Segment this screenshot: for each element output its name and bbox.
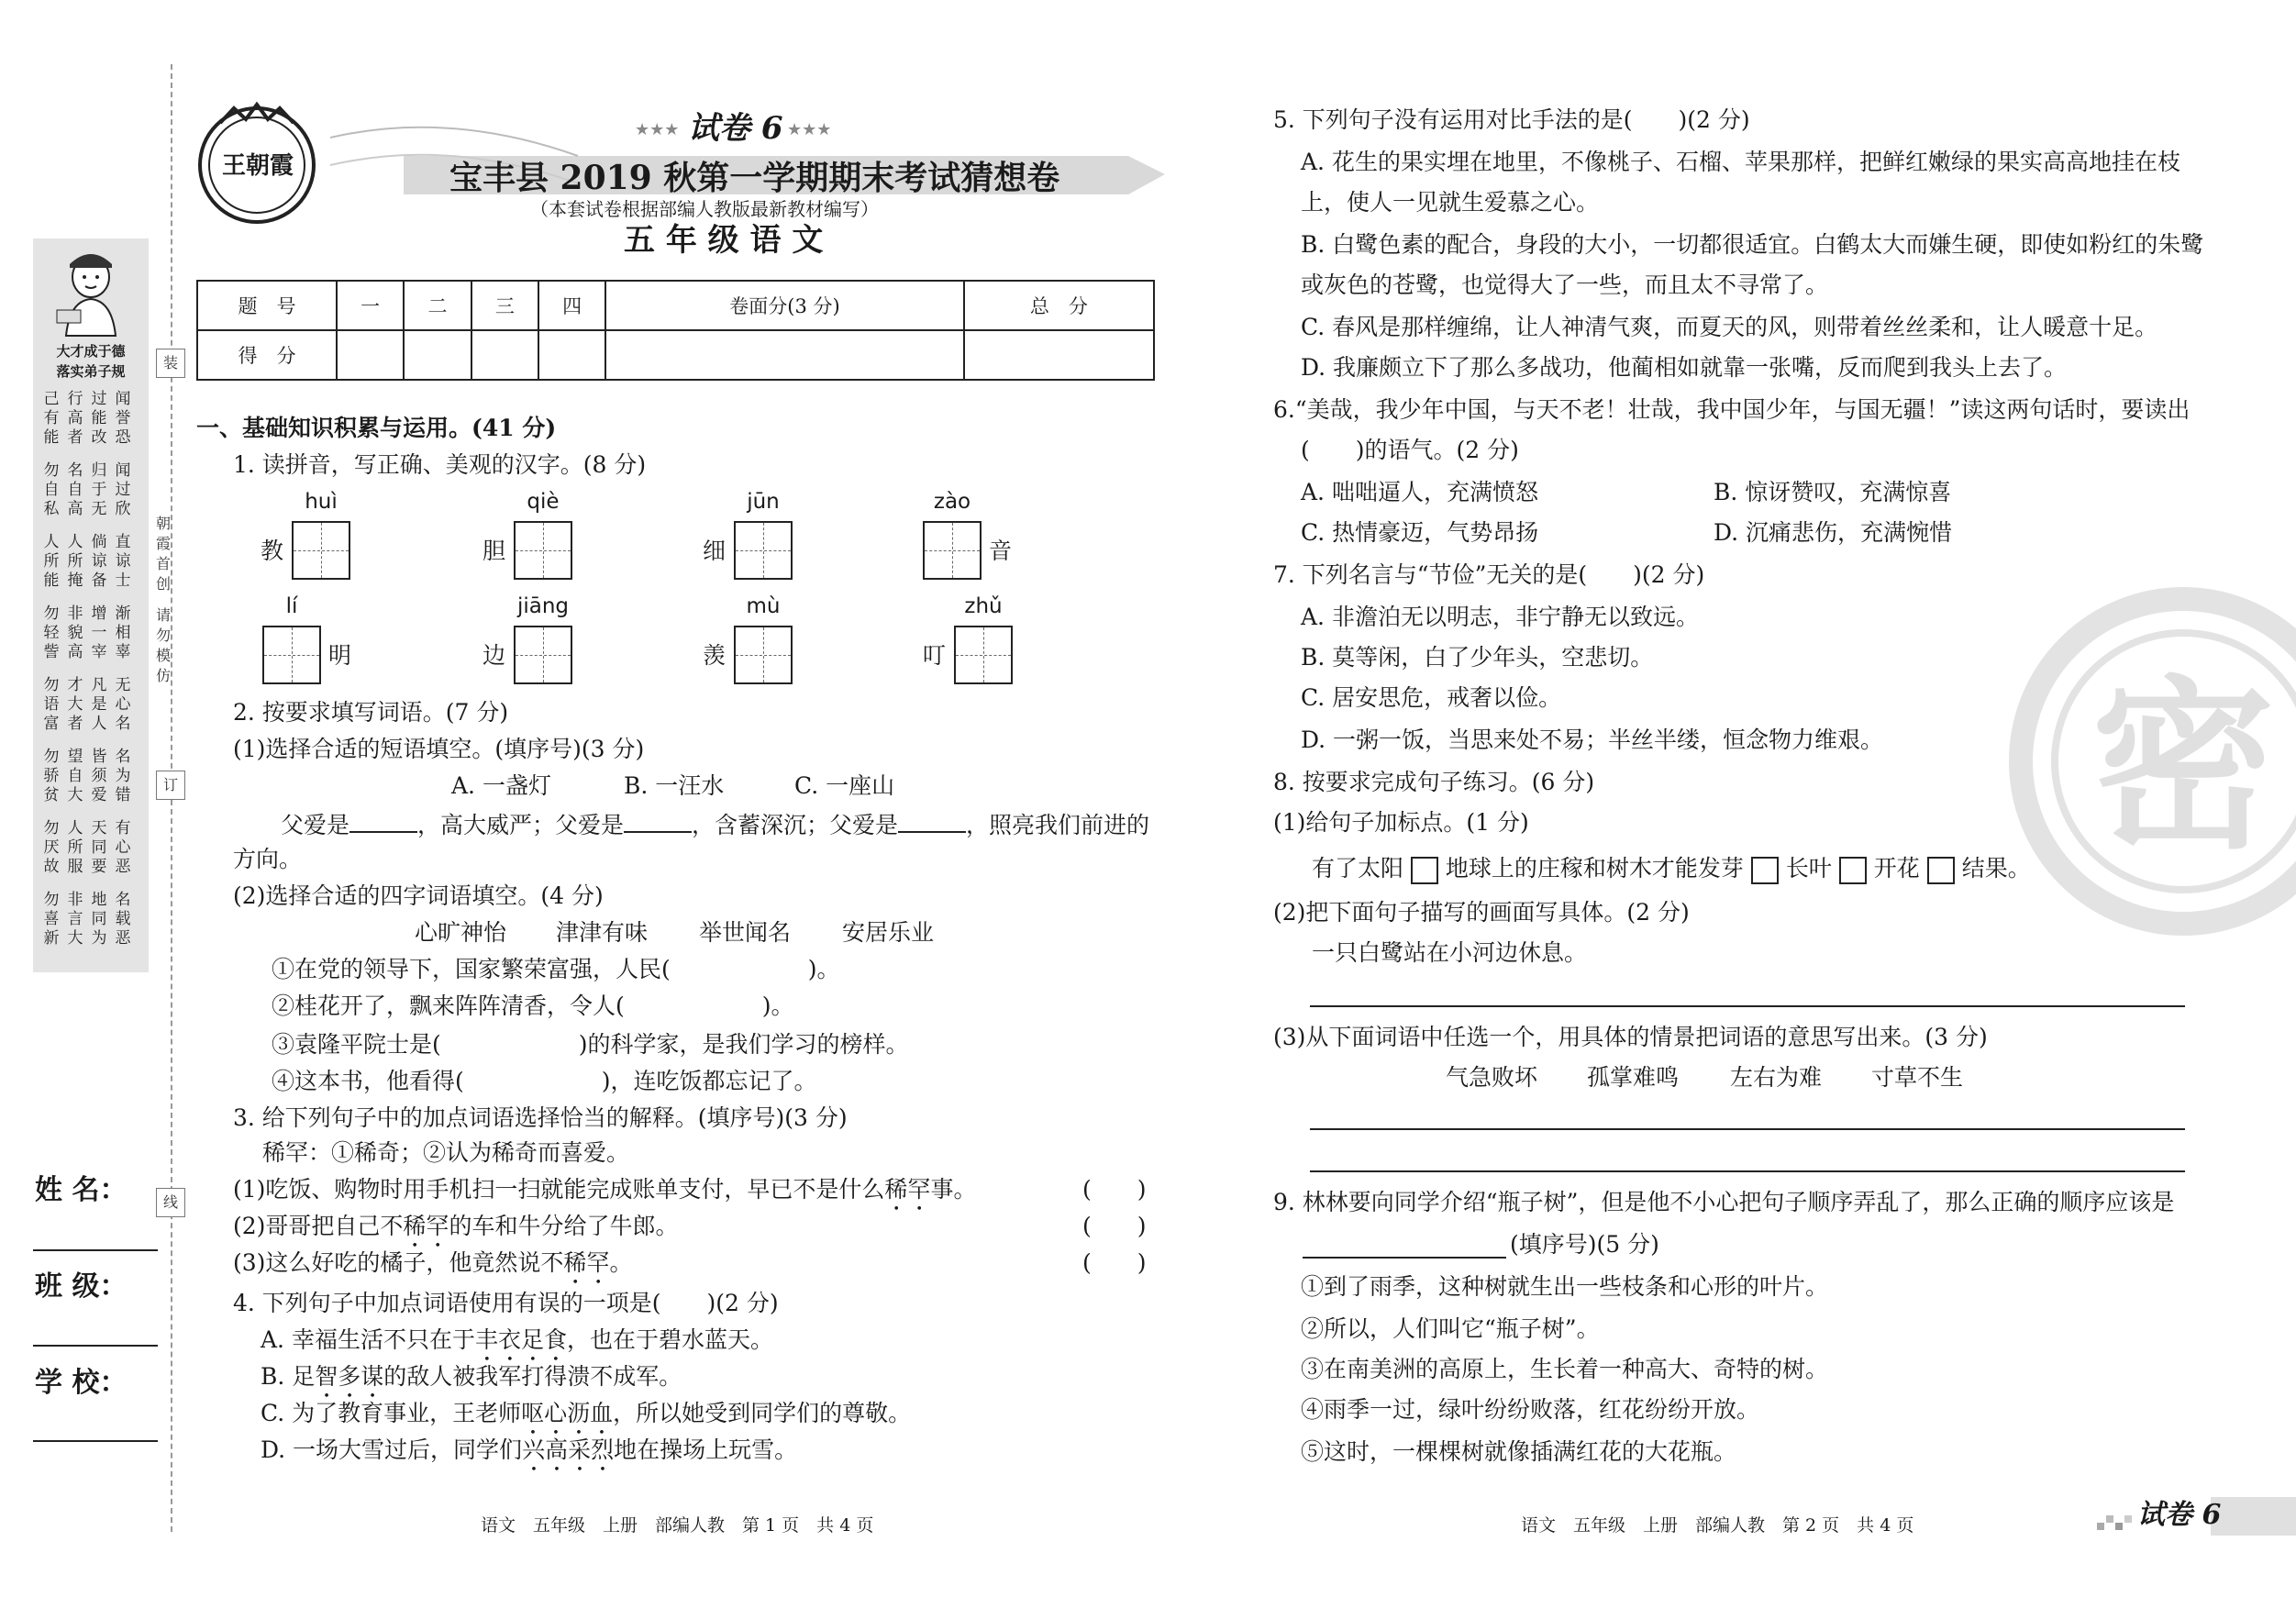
maxim-column: 名载恶 bbox=[115, 891, 131, 948]
q3-answer-paren[interactable]: ( ) bbox=[1082, 1213, 1147, 1239]
q8-2-answer-line[interactable] bbox=[1310, 1005, 2185, 1007]
maxim-group bbox=[42, 533, 139, 610]
maxim-group bbox=[42, 390, 139, 467]
maxim-column: 地同为 bbox=[91, 891, 107, 948]
score-input-cell[interactable] bbox=[538, 330, 605, 380]
q8-3-word-1: 气急败坏 bbox=[1446, 1064, 1538, 1091]
maxim-column: 过能改 bbox=[91, 390, 107, 447]
maxim-group bbox=[42, 461, 139, 538]
punctuation-box-1[interactable] bbox=[1411, 857, 1438, 884]
stars-left: ★★★ bbox=[635, 120, 680, 139]
emphasized-word: 稀罕 bbox=[563, 1249, 610, 1276]
q5-option-a-line2: 上，使人一见就生爱慕之心。 bbox=[1301, 189, 1600, 216]
q4-option bbox=[261, 1400, 911, 1440]
maxim-column: 人所能 bbox=[43, 533, 60, 590]
q3-answer-paren[interactable]: ( ) bbox=[1082, 1249, 1147, 1276]
q3-definition: 稀罕：①稀奇；②认为稀奇而喜爱。 bbox=[262, 1139, 630, 1166]
paper-number: 试卷 6 bbox=[688, 110, 783, 147]
maxim-column: 非言大 bbox=[67, 891, 83, 948]
word-suffix: 音 bbox=[989, 538, 1013, 564]
q2-1-text-c: ，含蓄深沉；父爱是 bbox=[692, 812, 899, 838]
q5-option-b-line2: 或灰色的苍鹭，也觉得大了一些，而且太不寻常了。 bbox=[1301, 272, 1829, 298]
maxim-column: 勿语富 bbox=[43, 676, 60, 733]
stars-right: ★★★ bbox=[787, 120, 832, 139]
table-cell: 三 bbox=[471, 281, 538, 330]
maxim-column: 勿轻訾 bbox=[43, 604, 60, 661]
q2-2-word-3: 举世闻名 bbox=[699, 919, 792, 946]
class-label: 班 级： bbox=[35, 1270, 128, 1303]
maxim-column: 凡是人 bbox=[91, 676, 107, 733]
pinyin-label: mù bbox=[746, 594, 781, 618]
q9-item-1: ①到了雨季，这种树就生出一些枝条和心形的叶片。 bbox=[1301, 1273, 1829, 1300]
maxim-column: 名自高 bbox=[67, 461, 83, 518]
q3-item bbox=[233, 1176, 976, 1216]
q3-prompt: 3. 给下列句子中的加点词语选择恰当的解释。(填序号)(3 分) bbox=[233, 1104, 848, 1131]
q1-prompt: 1. 读拼音，写正确、美观的汉字。(8 分) bbox=[233, 451, 647, 478]
maxim-group bbox=[42, 604, 139, 682]
q4-text: D. 一场大雪过后，同学们 bbox=[261, 1436, 523, 1463]
punctuation-box-3[interactable] bbox=[1839, 857, 1867, 884]
exam-subject: 五 年 级 语 文 bbox=[624, 222, 824, 259]
q4-option bbox=[261, 1326, 773, 1367]
q8-1-part-1: 有了太阳 bbox=[1312, 855, 1404, 882]
q2-2-item-4: ④这本书，他看得( )，连吃饭都忘记了。 bbox=[272, 1068, 817, 1094]
maxim-column: 无心名 bbox=[115, 676, 131, 733]
q3-answer-paren[interactable]: ( ) bbox=[1082, 1176, 1147, 1203]
q2-2-item-2: ②桂花开了，飘来阵阵清香，令人( )。 bbox=[272, 993, 794, 1019]
emphasized-word: 稀罕 bbox=[884, 1176, 931, 1203]
q6-prompt-line1: 6.“美哉，我少年中国，与天不老！壮哉，我中国少年，与国无疆！”读这两句话时，要读出 bbox=[1273, 396, 2191, 423]
q3-item bbox=[233, 1249, 632, 1290]
cut-label-zhuang: 装 bbox=[156, 349, 185, 378]
q2-2-word-1: 心旷神怡 bbox=[415, 919, 507, 946]
q4-prompt: 4. 下列句子中加点词语使用有误的一项是( )(2 分) bbox=[233, 1290, 779, 1316]
score-input-cell[interactable] bbox=[964, 330, 1154, 380]
q3-text: 。 bbox=[609, 1249, 633, 1276]
q5-option-b-line1: B. 白鹭色素的配合，身段的大小，一切都很适宜。白鹤太大而嫌生硬，即使如粉红的朱鹭 bbox=[1301, 231, 2204, 258]
maxim-column: 名为错 bbox=[115, 748, 131, 804]
q5-option-c: C. 春风是那样缠绵，让人神清气爽，而夏天的风，则带着丝丝柔和，让人暖意十足。 bbox=[1301, 314, 2158, 340]
q7-option-b: B. 莫等闲，白了少年头，空悲切。 bbox=[1301, 644, 1654, 671]
table-cell: 一 bbox=[337, 281, 404, 330]
left-margin-strip bbox=[33, 238, 149, 972]
q5-prompt: 5. 下列句子没有运用对比手法的是( )(2 分) bbox=[1273, 106, 1750, 133]
pinyin-label: qiè bbox=[527, 490, 560, 514]
emphasized-word: 丰衣足食 bbox=[474, 1326, 567, 1353]
q9-answer-blank[interactable] bbox=[1303, 1257, 1506, 1259]
name-field-line[interactable] bbox=[33, 1249, 158, 1251]
maxim-column: 行高者 bbox=[67, 390, 83, 447]
q8-1-part-4: 开花 bbox=[1873, 855, 1920, 882]
word-prefix: 羡 bbox=[703, 642, 727, 669]
q8-2-prompt: (2)把下面句子描写的画面写具体。(2 分) bbox=[1273, 899, 1690, 926]
q9-item-2: ②所以，人们叫它“瓶子树”。 bbox=[1301, 1315, 1600, 1342]
q8-1-prompt: (1)给句子加标点。(1 分) bbox=[1273, 809, 1529, 836]
punctuation-box-4[interactable] bbox=[1927, 857, 1955, 884]
secret-stamp bbox=[2009, 587, 2296, 936]
pinyin-label: zào bbox=[933, 490, 971, 514]
q3-text: (3)这么好吃的橘子，他竟然说不 bbox=[233, 1249, 564, 1276]
name-label: 姓 名： bbox=[35, 1174, 128, 1206]
q4-text: B. 足 bbox=[261, 1363, 316, 1390]
table-cell: 得 分 bbox=[197, 330, 337, 380]
tianzi-grid-box[interactable] bbox=[734, 521, 793, 580]
word-prefix: 细 bbox=[703, 538, 727, 564]
q8-prompt: 8. 按要求完成句子练习。(6 分) bbox=[1273, 769, 1595, 795]
right-page-footer: 语文 五年级 上册 部编人教 第 2 页 共 4 页 bbox=[1521, 1515, 1914, 1536]
q8-1-sentence bbox=[1312, 855, 2031, 884]
q3-text: 事。 bbox=[930, 1176, 977, 1203]
maxim-column: 人所掩 bbox=[67, 533, 83, 590]
table-cell: 题 号 bbox=[197, 281, 337, 330]
q8-1-part-2: 地球上的庄稼和树木才能发芽 bbox=[1445, 855, 1744, 882]
q4-text: C. 为了教育事业，王老师 bbox=[261, 1400, 522, 1426]
q2-1-option-a: A. 一盏灯 bbox=[451, 772, 551, 799]
maxim-column: 人所服 bbox=[67, 819, 83, 876]
table-cell: 四 bbox=[538, 281, 605, 330]
q2-1-blank-3[interactable] bbox=[898, 809, 966, 833]
q6-prompt-line2: ( )的语气。(2 分) bbox=[1301, 437, 1519, 463]
q4-text: 地在操场上玩雪。 bbox=[614, 1436, 798, 1463]
q8-3-answer-line-2[interactable] bbox=[1310, 1170, 2185, 1172]
q8-1-part-5: 结果。 bbox=[1961, 855, 2031, 882]
word-prefix: 叮 bbox=[923, 642, 947, 669]
q8-3-word-2: 孤掌难鸣 bbox=[1587, 1064, 1680, 1091]
q9-prompt-line2: (填序号)(5 分) bbox=[1510, 1231, 1659, 1258]
copyright-note-2: 请勿模仿 bbox=[155, 606, 171, 684]
cut-label-xian: 线 bbox=[156, 1188, 185, 1217]
exam-title: 宝丰县 2019 秋第一学期期末考试猜想卷 bbox=[449, 159, 1060, 197]
q2-1-option-c: C. 一座山 bbox=[794, 772, 895, 799]
section-1-heading: 一、基础知识积累与运用。(41 分) bbox=[196, 415, 557, 441]
score-input-cell[interactable] bbox=[471, 330, 538, 380]
tianzi-grid-box[interactable] bbox=[262, 626, 321, 684]
maxim-column: 勿骄贫 bbox=[43, 748, 60, 804]
q2-1-text-b: ，高大威严；父爱是 bbox=[417, 812, 625, 838]
maxim-column: 才大者 bbox=[67, 676, 83, 733]
exam-subtitle: （本套试卷根据部编人教版最新教材编写） bbox=[530, 198, 879, 220]
tianzi-grid-box[interactable] bbox=[734, 626, 793, 684]
q9-item-4: ④雨季一过，绿叶纷纷败落，红花纷纷开放。 bbox=[1301, 1396, 1760, 1423]
q4-option bbox=[261, 1363, 682, 1403]
motto-line-1: 大才成于德 bbox=[56, 343, 126, 360]
maxim-column: 望自大 bbox=[67, 748, 83, 804]
maxim-group bbox=[42, 819, 139, 896]
q4-option bbox=[261, 1436, 797, 1477]
tianzi-grid-box[interactable] bbox=[923, 521, 982, 580]
score-table bbox=[196, 280, 1155, 381]
tianzi-grid-box[interactable] bbox=[514, 521, 572, 580]
q4-text: 的敌人被我军打得溃不成军。 bbox=[383, 1363, 682, 1390]
q6-option-c: C. 热情豪迈，气势昂扬 bbox=[1301, 519, 1539, 546]
maxim-group bbox=[42, 891, 139, 968]
q2-2-prompt: (2)选择合适的四字词语填空。(4 分) bbox=[233, 882, 604, 909]
tianzi-grid-box[interactable] bbox=[514, 626, 572, 684]
motto-line-2: 落实弟子规 bbox=[56, 363, 126, 380]
q8-3-prompt: (3)从下面词语中任选一个，用具体的情景把词语的意思写出来。(3 分) bbox=[1273, 1024, 1988, 1050]
q3-text: (1)吃饭、购物时用手机扫一扫就能完成账单支付，早已不是什么 bbox=[233, 1176, 885, 1203]
maxim-column: 勿自私 bbox=[43, 461, 60, 518]
scholar-illustration-icon bbox=[51, 246, 130, 338]
q9-item-5: ⑤这时，一棵棵树就像插满红花的大花瓶。 bbox=[1301, 1438, 1737, 1465]
q7-option-a: A. 非澹泊无以明志，非宁静无以致远。 bbox=[1301, 604, 1699, 630]
q4-text: A. 幸福生活不只在于 bbox=[261, 1326, 475, 1353]
maxim-group bbox=[42, 676, 139, 753]
maxim-column: 增一宰 bbox=[91, 604, 107, 661]
q2-2-item-1: ①在党的领导下，国家繁荣富强，人民( )。 bbox=[272, 956, 840, 982]
q5-option-a-line1: A. 花生的果实埋在地里，不像桃子、石榴、苹果那样，把鲜红嫩绿的果实高高地挂在枝 bbox=[1301, 149, 2180, 175]
q6-option-a: A. 咄咄逼人，充满愤怒 bbox=[1301, 479, 1538, 505]
corner-tag-bg bbox=[2211, 1497, 2296, 1536]
q2-1-sentence-end: 方向。 bbox=[233, 846, 303, 872]
q2-2-word-2: 津津有味 bbox=[556, 919, 649, 946]
q6-option-d: D. 沉痛悲伤，充满惋惜 bbox=[1714, 519, 1953, 546]
q7-option-d: D. 一粥一饭，当思来处不易；半丝半缕，恒念物力维艰。 bbox=[1301, 726, 1884, 753]
q3-text: 的车和牛分给了牛郎。 bbox=[449, 1213, 679, 1239]
pinyin-label: zhǔ bbox=[964, 594, 1003, 618]
word-prefix: 边 bbox=[482, 642, 506, 669]
maxim-column: 勿喜新 bbox=[43, 891, 60, 948]
q9-prompt-line1: 9. 林林要向同学介绍“瓶子树”，但是他不小心把句子顺序弄乱了，那么正确的顺序应该是 bbox=[1273, 1189, 2175, 1215]
school-field-line[interactable] bbox=[33, 1440, 158, 1442]
copyright-note-1: 朝霞首创 bbox=[155, 515, 171, 593]
word-prefix: 教 bbox=[261, 538, 284, 564]
q7-prompt: 7. 下列名言与“节俭”无关的是( )(2 分) bbox=[1273, 561, 1705, 588]
school-label: 学 校： bbox=[35, 1367, 128, 1399]
table-cell: 卷面分(3 分) bbox=[605, 281, 963, 330]
q8-3-word-4: 寸草不生 bbox=[1871, 1064, 1964, 1091]
q2-2-item-3: ③袁隆平院士是( )的科学家，是我们学习的榜样。 bbox=[272, 1031, 909, 1058]
table-cell: 总 分 bbox=[964, 281, 1154, 330]
pinyin-label: huì bbox=[305, 490, 338, 514]
maxim-column: 有心恶 bbox=[115, 819, 131, 876]
brand-logo-text: 王朝霞 bbox=[221, 152, 294, 180]
emphasized-word: 智多谋 bbox=[315, 1363, 384, 1390]
emphasized-word: 兴高采烈 bbox=[522, 1436, 615, 1463]
maxim-column: 勿厌故 bbox=[43, 819, 60, 876]
q2-1-text-a: 父爱是 bbox=[281, 812, 350, 838]
maxims-block bbox=[33, 390, 149, 959]
maxim-column: 天同要 bbox=[91, 819, 107, 876]
q2-1-blank-2[interactable] bbox=[624, 809, 692, 833]
q7-option-c: C. 居安思危，戒奢以俭。 bbox=[1301, 684, 1562, 711]
maxim-column: 渐相辜 bbox=[115, 604, 131, 661]
maxim-column: 己有能 bbox=[43, 390, 60, 447]
maxim-column: 闻誉恐 bbox=[115, 390, 131, 447]
pinyin-label: lí bbox=[285, 594, 298, 618]
q2-1-prompt: (1)选择合适的短语填空。(填序号)(3 分) bbox=[233, 736, 645, 762]
word-prefix: 胆 bbox=[482, 538, 506, 564]
maxim-column: 倘谅备 bbox=[91, 533, 107, 590]
punctuation-box-2[interactable] bbox=[1751, 857, 1779, 884]
q5-option-d: D. 我廉颇立下了那么多战功，他蔺相如就靠一张嘴，反而爬到我头上去了。 bbox=[1301, 354, 2068, 381]
q4-text: ，所以她受到同学们的尊敬。 bbox=[613, 1400, 912, 1426]
emphasized-word: 呕心沥血 bbox=[521, 1400, 614, 1426]
word-suffix: 明 bbox=[328, 642, 352, 669]
table-cell: 二 bbox=[404, 281, 471, 330]
class-field-line[interactable] bbox=[33, 1345, 158, 1347]
tianzi-grid-box[interactable] bbox=[292, 521, 350, 580]
pinyin-label: jiāng bbox=[516, 594, 570, 618]
score-input-cell[interactable] bbox=[605, 330, 963, 380]
q2-1-option-b: B. 一汪水 bbox=[624, 772, 725, 799]
left-page-footer: 语文 五年级 上册 部编人教 第 1 页 共 4 页 bbox=[481, 1515, 874, 1536]
maxim-column: 皆须爱 bbox=[91, 748, 107, 804]
score-table-header-row bbox=[197, 281, 1154, 330]
maxim-group bbox=[42, 748, 139, 825]
pinyin-label: jūn bbox=[747, 490, 780, 514]
q2-1-blank-1[interactable] bbox=[349, 809, 417, 833]
q2-prompt: 2. 按要求填写词语。(7 分) bbox=[233, 699, 509, 726]
q3-text: (2)哥哥把自己不 bbox=[233, 1213, 404, 1239]
q2-1-text-d: ，照亮我们前进的 bbox=[966, 812, 1150, 838]
score-table-score-row bbox=[197, 330, 1154, 380]
q8-3-word-3: 左右为难 bbox=[1730, 1064, 1823, 1091]
score-input-cell[interactable] bbox=[337, 330, 404, 380]
q4-text: ，也在于碧水蓝天。 bbox=[566, 1326, 773, 1353]
cut-label-ding: 订 bbox=[156, 771, 185, 800]
tianzi-grid-box[interactable] bbox=[954, 626, 1013, 684]
maxim-column: 归于无 bbox=[91, 461, 107, 518]
score-input-cell[interactable] bbox=[404, 330, 471, 380]
emphasized-word: 稀罕 bbox=[403, 1213, 449, 1239]
maxim-column: 直谅士 bbox=[115, 533, 131, 590]
q3-item bbox=[233, 1213, 678, 1253]
q8-2-sentence: 一只白鹭站在小河边休息。 bbox=[1312, 939, 1588, 966]
maxim-column: 闻过欣 bbox=[115, 461, 131, 518]
q8-3-answer-line-1[interactable] bbox=[1310, 1128, 2185, 1130]
q9-item-3: ③在南美洲的高原上，生长着一种高大、奇特的树。 bbox=[1301, 1356, 1829, 1382]
q6-option-b: B. 惊讶赞叹，充满惊喜 bbox=[1714, 479, 1952, 505]
q8-1-part-3: 长叶 bbox=[1785, 855, 1832, 882]
maxim-column: 非貌高 bbox=[67, 604, 83, 661]
corner-paper-tag: 试卷 6 bbox=[2137, 1499, 2222, 1531]
stamp-glyph: 密 bbox=[2091, 659, 2275, 874]
q2-2-word-4: 安居乐业 bbox=[842, 919, 935, 946]
corner-pattern-icon bbox=[2097, 1506, 2135, 1534]
q2-1-sentence bbox=[281, 809, 1149, 839]
